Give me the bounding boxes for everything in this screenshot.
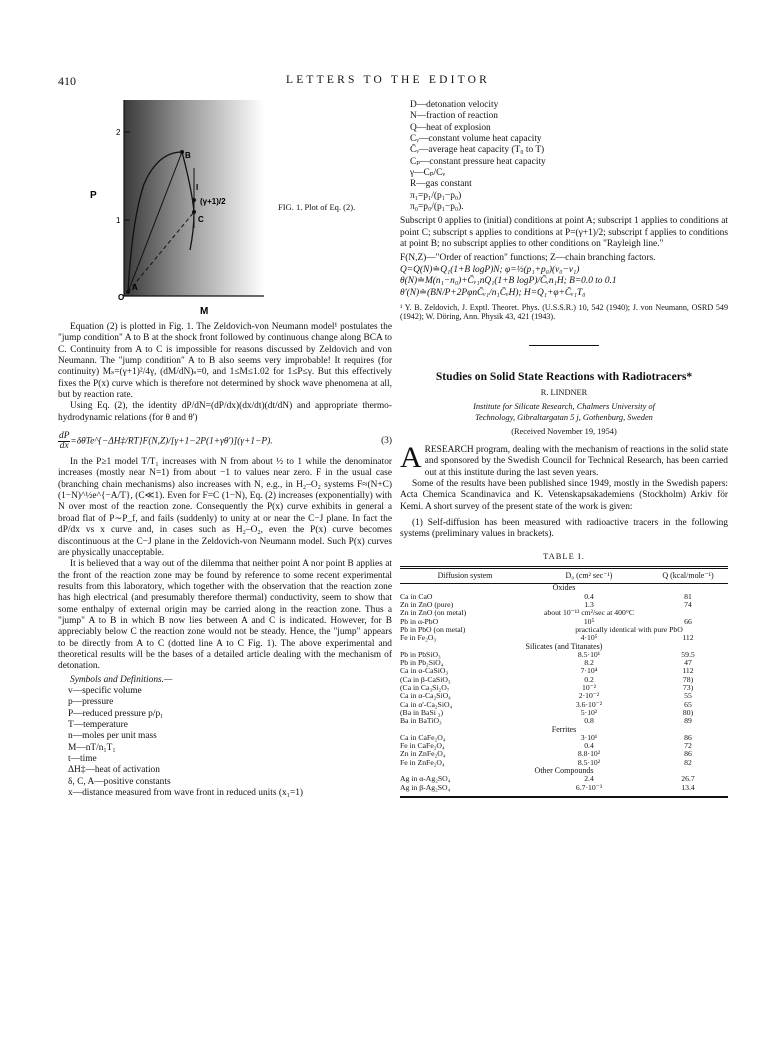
table-row xyxy=(400,750,728,758)
table-cell: Zn in ZnO (pure) xyxy=(400,600,454,610)
table-cell: Pb in PbO (on metal) xyxy=(400,624,466,634)
subscripts-paragraph: Subscript 0 applies to (initial) conditions at point A; subscript 1 applies to conditions at point C; subscript s applies to conditions at P=(γ+1)/2; subscript f applies to conditions at point B; no subscript applies to other conditions on "Rayleigh line." xyxy=(400,216,728,250)
right-column xyxy=(400,100,728,798)
article-paragraph-2: Some of the results have been published since 1949, mostly in the Swedish papers: Acta Chemica Scandinavica and K. Vetenskapsakademiens (Stockholm) Arkiv för Kemi. A short survey of the present state of the work is given: xyxy=(400,479,728,512)
table-cell: 86 xyxy=(684,749,692,759)
symbol-item: Q—heat of explosion xyxy=(410,122,491,133)
table-cell: about 10⁻¹³ cm²/sec at 400°C xyxy=(543,608,635,618)
drop-cap: A xyxy=(400,441,422,475)
table-cell: Ca in CaFe₂O₄ xyxy=(400,732,446,742)
relation-q: Q=Q(N)≐Q₁(1+B logP)N; φ=½(p₁+p₀)(v₀−v₁) xyxy=(400,264,580,275)
table-cell: Ag in β-Ag₂SO₄ xyxy=(400,782,451,792)
table-cell: Zn in ZnO (on metal) xyxy=(400,608,467,618)
table-cell: 0.2 xyxy=(584,674,594,684)
point-b-dot xyxy=(180,150,184,154)
symbol-item: C̄ᵥ—average heat capacity (T₀ to T) xyxy=(410,145,545,156)
symbol-item: Cᵥ—constant volume heat capacity xyxy=(410,134,542,145)
figure-caption: FIG. 1. Plot of Eq. (2). xyxy=(278,202,356,212)
tick-label-1: 1 xyxy=(116,216,121,225)
table-cell: 13.4 xyxy=(681,782,695,792)
table-cell: 89 xyxy=(684,716,692,726)
relation-theta: θ(N)≐M(n₁−n₀)+C̄ᵥ₁nQ₁(1+B logP)/C̄ᵥn₁H; B=0.0 to 0.1 xyxy=(400,276,617,287)
table-body-ferrites xyxy=(400,726,728,767)
eq-fraction xyxy=(58,432,70,451)
table-cell: 112 xyxy=(682,666,694,676)
left-paragraph-4: It is believed that a way out of the dilemma that neither point A nor point B applies at the front of the reaction zone may be found by reference to some recent experimental results from this laboratory, which together with the observation that the reaction zone has high electrical (and presumably therefore thermal) conductivity, seem to show that some enthalpy of external origin may be carried along in the reaction zone. Thus a "jump" A to B in which B now lies between A and C is indicated. However, for B appreciably below C the reaction zone would not be steady. Hence, the "jump" appears to be directly from A to C (dotted line A to C Fig. 1). The above experimental and theoretical results will be the bases of a detailed article dealing with the mechanism of detonation. xyxy=(58,559,392,672)
table-cell: Ca in α-Ca₂SiO₄ xyxy=(400,691,451,701)
table-cell: 2·10⁻² xyxy=(578,691,600,701)
table-row xyxy=(400,742,728,750)
article-paragraph-1 xyxy=(400,441,728,479)
table-row xyxy=(400,709,728,717)
label-gamma: (γ+1)/2 xyxy=(200,197,226,206)
table-cell: 8.5·10¹ xyxy=(577,649,601,659)
table-cell: 8.2 xyxy=(584,658,594,668)
table-cell: Ca in α-CaSiO₃ xyxy=(400,666,449,676)
article-paragraph-3: (1) Self-diffusion has been measured with radioactive tracers in the following systems (preliminary values in brackets). xyxy=(400,518,728,540)
column-header: Diffusion system xyxy=(400,568,530,584)
table-cell: 86 xyxy=(684,732,692,742)
diffusion-table xyxy=(400,566,728,798)
table-cell: Ag in α-Ag₂SO₄ xyxy=(400,774,451,784)
article-separator xyxy=(529,345,599,346)
symbol-item: v—specific volume xyxy=(68,685,142,696)
table-body-oxides xyxy=(400,584,728,643)
point-s-dot xyxy=(192,198,196,202)
table-cell: 10⁵ xyxy=(583,616,595,626)
table-cell: 74 xyxy=(684,600,692,610)
table-cell: Zn in ZnFe₂O₄ xyxy=(400,749,446,759)
table-row xyxy=(400,734,728,742)
table-row xyxy=(400,651,728,659)
symbol-item: π₁=p₁/(p₁−p₀) xyxy=(410,190,462,201)
eq-body: =δθTe^{−ΔH‡/RT}F(N,Z)/[γ+1−2P(1+γθ')](γ+1−P). xyxy=(70,436,273,447)
group-heading: Oxides xyxy=(552,583,576,593)
page-header xyxy=(58,74,718,88)
table-cell: 8.5·10² xyxy=(577,757,601,767)
page-number: 410 xyxy=(58,74,76,88)
symbol-item: γ—Cₚ/Cᵥ xyxy=(410,168,446,179)
table-header-row xyxy=(400,568,728,584)
symbol-item: M—nT/n₁T₁ xyxy=(68,742,116,753)
table-cell: Pb in Pb₂SiO₄ xyxy=(400,658,444,668)
left-paragraph-3: In the P≥1 model T/T₁ increases with N from about ½ to 1 while the denominator increases (mostly near N=1) from about −1 to values near zero. F in the usual case (branching chain mechanisms) also increases with N, e.g., in H₂–O₂ systems F≈(N+C)(1−N)^½e^{−A/T}, (C≪1). Even for F=C (1−N), Eq. (2) increases (exponentially) with N over most of the reaction zone. Consequently the P(x) curve exhibits in general a broad flat of P∼P_f, and fails (suddenly) to unity at or near the C−J plane. In fact the dP/dx vs x curve and, in cases such as H₂–O₂, even the P(x) curve becomes discontinuous at the C−J plane in the Zeldovich-von Neumann model. Such P(x) curves are physically unacceptable. xyxy=(58,457,392,558)
label-o: O xyxy=(118,293,125,302)
table-cell: 66 xyxy=(684,616,692,626)
table-cell: 10⁻² xyxy=(581,683,597,693)
group-heading: Other Compounds xyxy=(534,765,594,775)
eq-tag: (3) xyxy=(381,436,392,447)
table-cell: 82 xyxy=(684,757,692,767)
table-cell: 81 xyxy=(684,591,692,601)
equation-3 xyxy=(58,432,392,451)
table-cell: 2.4 xyxy=(584,774,594,784)
table-cell: practically identical with pure PbO xyxy=(575,624,683,634)
table-cell: Pb in α-PbO xyxy=(400,616,439,626)
tick-label-2: 2 xyxy=(116,128,121,137)
table-cell: (Ba in BaSi ₃) xyxy=(400,707,444,717)
label-m: M xyxy=(200,306,209,317)
table-cell: 47 xyxy=(684,658,692,668)
running-title: LETTERS TO THE EDITOR xyxy=(285,74,491,86)
table-row xyxy=(400,784,728,792)
table-end-rule xyxy=(400,792,728,797)
table-cell: 55 xyxy=(684,691,692,701)
table-cell: 7·10⁴ xyxy=(580,666,598,676)
table-cell: Fe in ZnFe₂O₄ xyxy=(400,757,445,767)
column-header: Q (kcal/mole⁻¹) xyxy=(648,568,728,584)
table-cell: 3·10¹ xyxy=(580,732,598,742)
table-cell: 0.8 xyxy=(584,716,594,726)
table-cell: 72 xyxy=(684,741,692,751)
symbol-item: Cₚ—constant pressure heat capacity xyxy=(410,156,546,167)
table-cell: 3.6·10⁻² xyxy=(575,699,603,709)
symbols-list-left xyxy=(58,686,392,799)
table-cell: 8.8·10² xyxy=(577,749,601,759)
relation-theta-prime: θ'(N)≐(BN/P+2PφnC̄ᵥ₁/n₁C̄ᵥH); H=Q₁+φ+C̄ᵥ₁T₀ xyxy=(400,287,586,298)
table-body-other xyxy=(400,767,728,797)
table-cell: 65 xyxy=(684,699,692,709)
left-column xyxy=(58,322,392,799)
table-cell: Ca in α'-Ca₂SiO₄ xyxy=(400,699,453,709)
symbol-item: D—detonation velocity xyxy=(410,100,499,110)
affiliation-line-2: Technology, Gibraltargatan 5 j, Gothenburg, Sweden xyxy=(475,412,653,422)
table-cell: 59.5 xyxy=(681,649,695,659)
table-cell: 80) xyxy=(682,707,694,717)
table-cell: Ba in BaTiO₃ xyxy=(400,716,442,726)
table-cell: 26.7 xyxy=(681,774,695,784)
table-cell: 0.4 xyxy=(584,741,594,751)
table-row xyxy=(400,609,728,617)
footnote: ¹ Y. B. Zeldovich, J. Exptl. Theoret. Phys. (U.S.S.R.) 10, 542 (1940); J. von Neumann, OSRD 549 (1942); W. Döring, Ann. Physik 43, 421 (1943). xyxy=(400,302,728,322)
table-row xyxy=(400,626,728,634)
symbol-item: δ, C, A—positive constants xyxy=(68,776,171,787)
symbol-item: ΔH‡—heat of activation xyxy=(68,765,160,776)
label-b: B xyxy=(185,151,191,160)
table-cell: 6.7·10⁻³ xyxy=(575,782,603,792)
label-c: C xyxy=(198,215,204,224)
label-i: I xyxy=(196,183,199,192)
eq-numerator: dP xyxy=(59,431,70,442)
table-cell: 78) xyxy=(682,674,694,684)
table-cell: (Ca in Ca₃Si₂O₇ xyxy=(400,683,450,693)
article-paragraph-1-text: RESEARCH program, dealing with the mechanism of reactions in the solid state and sponsored by the Swedish Council for Technical Research, has been carried out at this institute during the last seven years. xyxy=(424,445,728,478)
table-row xyxy=(400,676,728,684)
table-cell: 4·10⁵ xyxy=(580,633,598,643)
left-paragraph-1: Equation (2) is plotted in Fig. 1. The Zeldovich-von Neumann model¹ postulates the "jump condition" A to B at the shock front followed by continuous change along BCA to C. Continuity from A to C is impossible for reasons discussed by Zeldovich and von Neumann. The "jump condition" A to B also seems very improbable! It requires (for continuity) Mₛ=(γ+1)²/4γ, (dM/dN)ₛ=0, and 1≤M≤1.02 for 1≤P≤γ. But this effectively fixes the P(x) curve which is therefore not determined by shock wave phenomena at all, but by reaction rate. xyxy=(58,322,392,401)
left-paragraph-2: Using Eq. (2), the identity dP/dN=(dP/dx)(dx/dt)(dt/dN) and appropriate thermo-hydrodynamic relations (for θ and θ') xyxy=(58,401,392,423)
symbol-item: p—pressure xyxy=(68,697,114,708)
table-cell: Fe in CaFe₂O₄ xyxy=(400,741,445,751)
symbol-item: x—distance measured from wave front in reduced units (x₁=1) xyxy=(68,788,304,799)
symbol-item: R—gas constant xyxy=(410,179,472,190)
figure-1 xyxy=(88,100,268,318)
table-cell: 1.3 xyxy=(584,600,594,610)
table-body-silicates xyxy=(400,643,728,726)
eq-denominator: dx xyxy=(59,441,69,452)
symbols-heading: Symbols and Definitions.— xyxy=(70,674,173,685)
function-definition: F(N,Z)—"Order of reaction" functions; Z—chain branching factors. xyxy=(400,253,656,264)
table-row xyxy=(400,659,728,667)
group-heading: Ferrites xyxy=(551,724,577,734)
symbols-list-right xyxy=(400,100,728,213)
table-row xyxy=(400,701,728,709)
symbol-item: n—moles per unit mass xyxy=(68,731,157,742)
table-cell: (Ca in β-CaSiO₃ xyxy=(400,674,451,684)
affiliation-line-1: Institute for Silicate Research, Chalmers University of xyxy=(473,402,655,412)
table-cell: 73) xyxy=(682,683,694,693)
table-cell: 5·10² xyxy=(580,707,598,717)
group-heading: Silicates (and Titanates) xyxy=(525,641,603,651)
table-cell: Fe in Fe₂O₃ xyxy=(400,633,437,643)
column-header: D₀ (cm² sec⁻¹) xyxy=(530,568,648,584)
table-cell: 112 xyxy=(682,633,694,643)
symbol-item: π₀=p₀/(p₁−p₀). xyxy=(410,202,464,213)
label-p: P xyxy=(90,190,97,201)
symbol-item: N—fraction of reaction xyxy=(410,111,498,122)
symbol-item: P—reduced pressure p/p₁ xyxy=(68,708,164,719)
symbol-item: t—time xyxy=(68,754,97,765)
affiliation-block xyxy=(400,402,728,422)
point-c-dot xyxy=(192,210,196,214)
symbol-item: T—temperature xyxy=(68,720,128,730)
label-a: A xyxy=(132,283,138,292)
table-caption: TABLE I. xyxy=(543,550,585,561)
point-a-dot xyxy=(126,290,130,294)
table-cell: Ca in CaO xyxy=(400,591,433,601)
received-date: (Received November 19, 1954) xyxy=(511,426,617,436)
figure-plot xyxy=(88,100,268,318)
article-author: R. LINDNER xyxy=(540,388,588,398)
article-title: Studies on Solid State Reactions with Radiotracers* xyxy=(435,370,693,384)
table-cell: Pb in PbSiO₃ xyxy=(400,649,441,659)
table-cell: 0.4 xyxy=(584,591,594,601)
